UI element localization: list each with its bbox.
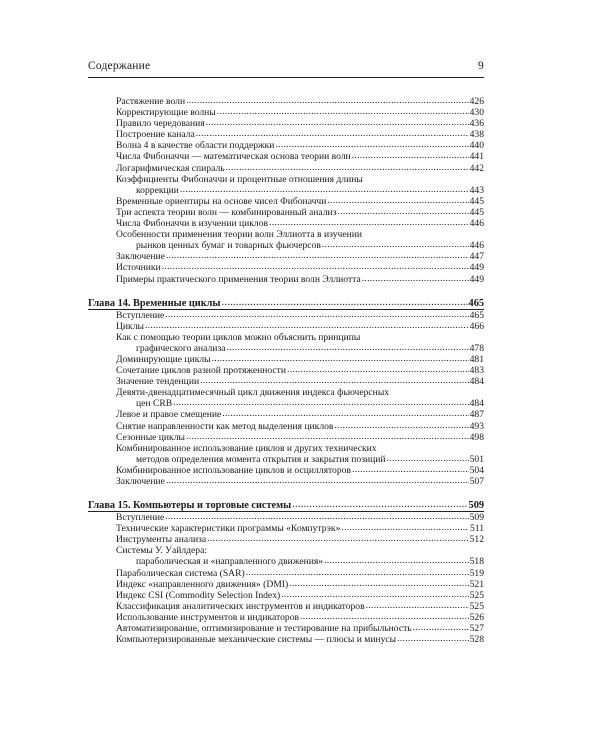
header-rule	[88, 77, 484, 78]
entry-title: коррекции	[136, 184, 179, 196]
entry-title: Числа Фибоначчи в изучении циклов	[116, 218, 269, 230]
entry-page: 519	[469, 567, 484, 579]
entry-title: Корректирующие волны	[116, 107, 216, 119]
toc-entry[interactable]	[88, 163, 484, 174]
entry-title: Комбинированное использование циклов и осцилляторов	[116, 464, 351, 476]
entry-title: Сочетание циклов разной протяженности	[116, 365, 287, 377]
leader-dots	[212, 353, 469, 364]
entry-title: Инструменты анализа	[116, 534, 207, 546]
leader-dots	[222, 408, 468, 419]
entry-title: Особенности применения теории волн Эллиотта в изучении	[116, 229, 362, 241]
leader-dots	[145, 320, 469, 331]
leader-dots	[322, 239, 469, 250]
toc-entry[interactable]	[88, 432, 484, 443]
chapter-heading-15[interactable]	[88, 497, 484, 511]
leader-dots	[337, 206, 468, 217]
leader-dots	[221, 297, 467, 308]
chapter-heading-14[interactable]	[88, 295, 484, 309]
leader-dots	[341, 522, 469, 533]
entry-title: Примеры практического применения теории волн Эллиотта	[116, 273, 361, 285]
leader-dots	[292, 499, 467, 510]
leader-dots	[334, 420, 468, 431]
entry-page: 527	[469, 623, 484, 635]
entry-title: Построение канала	[116, 129, 195, 141]
chapter-page: 509	[468, 500, 484, 511]
leader-dots	[269, 217, 469, 228]
entry-title: Автоматизирование, оптимизирование и тестирование на прибыльность	[116, 623, 412, 635]
entry-title: Системы У. Уайлдера:	[116, 545, 208, 557]
chapter-page: 465	[468, 297, 484, 309]
running-head-title: Содержание	[88, 60, 151, 72]
entry-title: Три аспекта теории волн — комбинированный анализ	[116, 206, 337, 218]
table-of-contents	[88, 96, 484, 645]
toc-entry[interactable]	[88, 476, 484, 487]
entry-title: Девяти-двенадцатимесячный цикл движения индекса фьючерсных	[116, 387, 390, 399]
section-gap	[88, 285, 484, 295]
chapter-title: Глава 14. Временные циклы	[88, 297, 221, 309]
entry-title: Заключение	[116, 251, 165, 263]
entry-page: 512	[469, 534, 484, 546]
entry-page: 449	[469, 273, 484, 285]
leader-dots	[165, 309, 468, 320]
entry-title: Использование инструментов и индикаторов	[116, 611, 300, 623]
entry-page: 447	[469, 251, 484, 263]
leader-dots	[196, 128, 469, 139]
entry-title: цен CRB	[136, 398, 173, 410]
entry-title: Левое и правое смещение	[116, 409, 222, 421]
entry-title: Числа Фибоначчи — математическая основа теории волн	[116, 151, 351, 163]
toc-entry[interactable]	[88, 218, 484, 229]
entry-page: 442	[469, 162, 484, 174]
entry-title: Вступление	[116, 512, 165, 524]
entry-title: Волна 4 в качестве области поддержки	[116, 140, 275, 152]
entry-page: 445	[469, 195, 484, 207]
entry-page: 438	[469, 129, 484, 141]
entry-page: 426	[469, 96, 484, 107]
toc-entry[interactable]	[88, 376, 484, 387]
section-gap	[88, 487, 484, 497]
entry-page: 518	[469, 556, 484, 568]
leader-dots	[362, 273, 469, 284]
leader-dots	[217, 106, 469, 117]
entry-title: Вступление	[116, 309, 165, 321]
leader-dots	[200, 375, 469, 386]
toc-section-ch15	[88, 512, 484, 645]
entry-page: 509	[469, 512, 484, 524]
leader-dots	[180, 184, 469, 195]
entry-title: Доминирующие циклы	[116, 353, 211, 365]
entry-page: 484	[469, 376, 484, 388]
entry-page: 465	[469, 309, 484, 321]
entry-page: 466	[469, 320, 484, 332]
entry-title: Значение тенденции	[116, 376, 200, 388]
entry-title: Компьютеризированные механические системы — плюсы и минусы	[116, 634, 397, 646]
entry-title: Индекс «направленного движения» (DMI)	[116, 578, 289, 590]
entry-page: 484	[469, 398, 484, 410]
toc-section-ch13-continued	[88, 96, 484, 285]
leader-dots	[162, 261, 469, 272]
leader-dots	[186, 431, 469, 442]
leader-dots	[300, 611, 469, 622]
entry-title: Параболическая система (SAR)	[116, 567, 245, 579]
leader-dots	[366, 600, 469, 611]
entry-title: Снятие направленности как метод выделения циклов	[116, 420, 334, 432]
entry-page: 443	[469, 184, 484, 196]
entry-title: Логарифмическая спираль	[116, 162, 225, 174]
entry-page: 440	[469, 140, 484, 152]
entry-page: 483	[469, 365, 484, 377]
entry-page: 430	[469, 107, 484, 119]
entry-title: Индекс CSI (Commodity Selection Index)	[116, 589, 281, 601]
leader-dots	[246, 567, 469, 578]
entry-title: Технические характеристики программы «Компутрэк»	[116, 523, 341, 535]
entry-title: Правило чередования	[116, 118, 205, 130]
leader-dots	[173, 397, 468, 408]
toc-entry[interactable]	[88, 274, 484, 285]
entry-title: Сезонные циклы	[116, 431, 185, 443]
leader-dots	[397, 633, 469, 644]
entry-title: Классификация аналитических инструментов и индикаторов	[116, 600, 365, 612]
entry-title: параболическая и «направленного движения»	[136, 556, 324, 568]
leader-dots	[327, 195, 468, 206]
entry-title: Растяжение волн	[116, 96, 186, 107]
entry-title: Циклы	[116, 320, 144, 332]
entry-page: 481	[469, 353, 484, 365]
chapter-title: Глава 15. Компьютеры и торговые системы	[88, 500, 292, 511]
entry-page: 521	[469, 578, 484, 590]
entry-title: методов определения момента открытия и закрытия позиций	[136, 453, 386, 465]
entry-page: 504	[469, 464, 484, 476]
entry-page: 446	[469, 218, 484, 230]
entry-title: Как с помощью теории циклов можно объяснить принципы	[116, 331, 361, 343]
leader-dots	[413, 622, 469, 633]
toc-section-ch14	[88, 310, 484, 488]
entry-title: Комбинированное использование циклов и других технических	[116, 442, 377, 454]
leader-dots	[289, 578, 468, 589]
entry-title: Временные ориентиры на основе чисел Фибоначчи	[116, 195, 327, 207]
entry-page: 449	[469, 262, 484, 274]
toc-entry[interactable]	[88, 321, 484, 332]
running-head	[88, 60, 484, 76]
leader-dots	[352, 464, 469, 475]
leader-dots	[206, 117, 469, 128]
entry-page: 511	[469, 523, 484, 535]
entry-page: 487	[469, 409, 484, 421]
entry-page: 493	[469, 420, 484, 432]
leader-dots	[166, 250, 469, 261]
entry-title: Источники	[116, 262, 161, 274]
entry-page: 441	[469, 151, 484, 163]
leader-dots	[186, 95, 469, 106]
entry-page: 501	[469, 453, 484, 465]
leader-dots	[287, 364, 469, 375]
entry-page: 436	[469, 118, 484, 130]
page-number: 9	[478, 60, 484, 72]
leader-dots	[324, 555, 469, 566]
toc-entry[interactable]	[88, 534, 484, 545]
entry-page: 528	[469, 634, 484, 646]
leader-dots	[281, 589, 468, 600]
leader-dots	[275, 139, 468, 150]
entry-page: 498	[469, 431, 484, 443]
entry-title: графического анализа	[136, 342, 226, 354]
entry-page: 526	[469, 611, 484, 623]
entry-title: Коэффициенты Фибоначчи и процентные отношения длины	[116, 173, 363, 185]
leader-dots	[166, 475, 469, 486]
leader-dots	[352, 150, 469, 161]
entry-title: Заключение	[116, 476, 165, 487]
entry-page: 507	[469, 476, 484, 487]
entry-page: 525	[469, 600, 484, 612]
leader-dots	[227, 342, 469, 353]
entry-page: 525	[469, 589, 484, 601]
leader-dots	[226, 162, 469, 173]
leader-dots	[165, 511, 468, 522]
entry-page: 478	[469, 342, 484, 354]
leader-dots	[207, 533, 468, 544]
leader-dots	[387, 453, 469, 464]
entry-page: 446	[469, 240, 484, 252]
entry-page: 445	[469, 206, 484, 218]
entry-title: рынков ценных бумаг и товарных фьючерсов	[136, 240, 321, 252]
toc-entry[interactable]	[88, 634, 484, 645]
